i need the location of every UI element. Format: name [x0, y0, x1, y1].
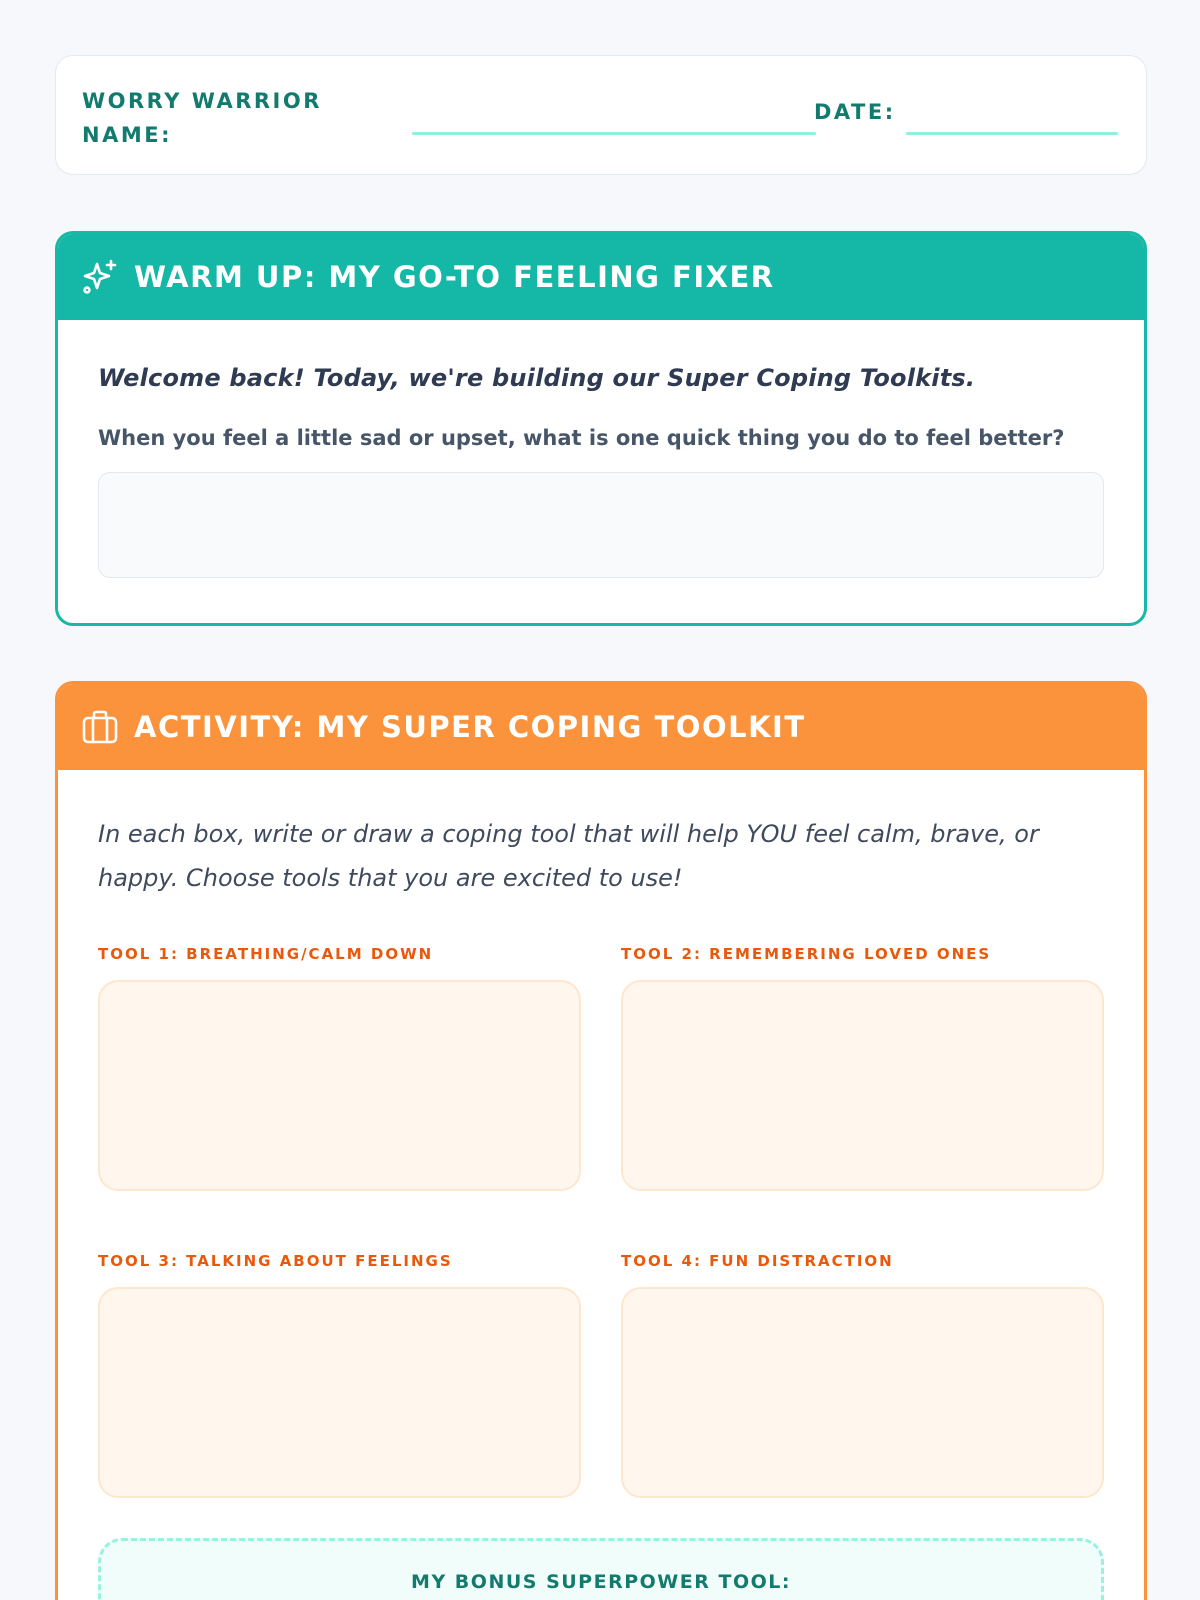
tool-1-box[interactable] — [98, 980, 581, 1191]
tool-2-box[interactable] — [621, 980, 1104, 1191]
toolbox-icon — [80, 707, 120, 747]
date-label: DATE: — [814, 100, 896, 124]
activity-section — [55, 681, 1147, 1600]
tool-1-label: TOOL 1: BREATHING/CALM DOWN — [98, 945, 434, 963]
sparkles-icon — [80, 257, 120, 297]
name-input-line[interactable] — [412, 132, 816, 135]
tool-4-label: TOOL 4: FUN DISTRACTION — [621, 1252, 894, 1270]
welcome-text: Welcome back! Today, we're building our Super Coping Toolkits. — [98, 364, 976, 392]
tool-4-box[interactable] — [621, 1287, 1104, 1498]
warmup-section — [55, 231, 1147, 626]
tool-2-label: TOOL 2: REMEMBERING LOVED ONES — [621, 945, 992, 963]
date-input-line[interactable] — [906, 132, 1118, 135]
activity-instructions: In each box, write or draw a coping tool that will help YOU feel calm, brave, or happy. Choose tools that you are excited to use! — [98, 820, 1039, 892]
warmup-title: WARM UP: MY GO-TO FEELING FIXER — [134, 260, 775, 294]
tool-3-box[interactable] — [98, 1287, 581, 1498]
warmup-question: When you feel a little sad or upset, what is one quick thing you do to feel better? — [98, 426, 1065, 450]
warmup-header — [58, 234, 1144, 320]
activity-title: ACTIVITY: MY SUPER COPING TOOLKIT — [134, 710, 806, 744]
warmup-answer-field[interactable] — [98, 472, 1104, 578]
name-date-card — [55, 55, 1147, 175]
bonus-tool-box[interactable] — [98, 1538, 1104, 1600]
activity-header — [58, 684, 1144, 770]
name-label: WORRY WARRIOR NAME: — [82, 89, 322, 147]
bonus-tool-label: MY BONUS SUPERPOWER TOOL: — [411, 1571, 791, 1593]
tool-3-label: TOOL 3: TALKING ABOUT FEELINGS — [98, 1252, 453, 1270]
